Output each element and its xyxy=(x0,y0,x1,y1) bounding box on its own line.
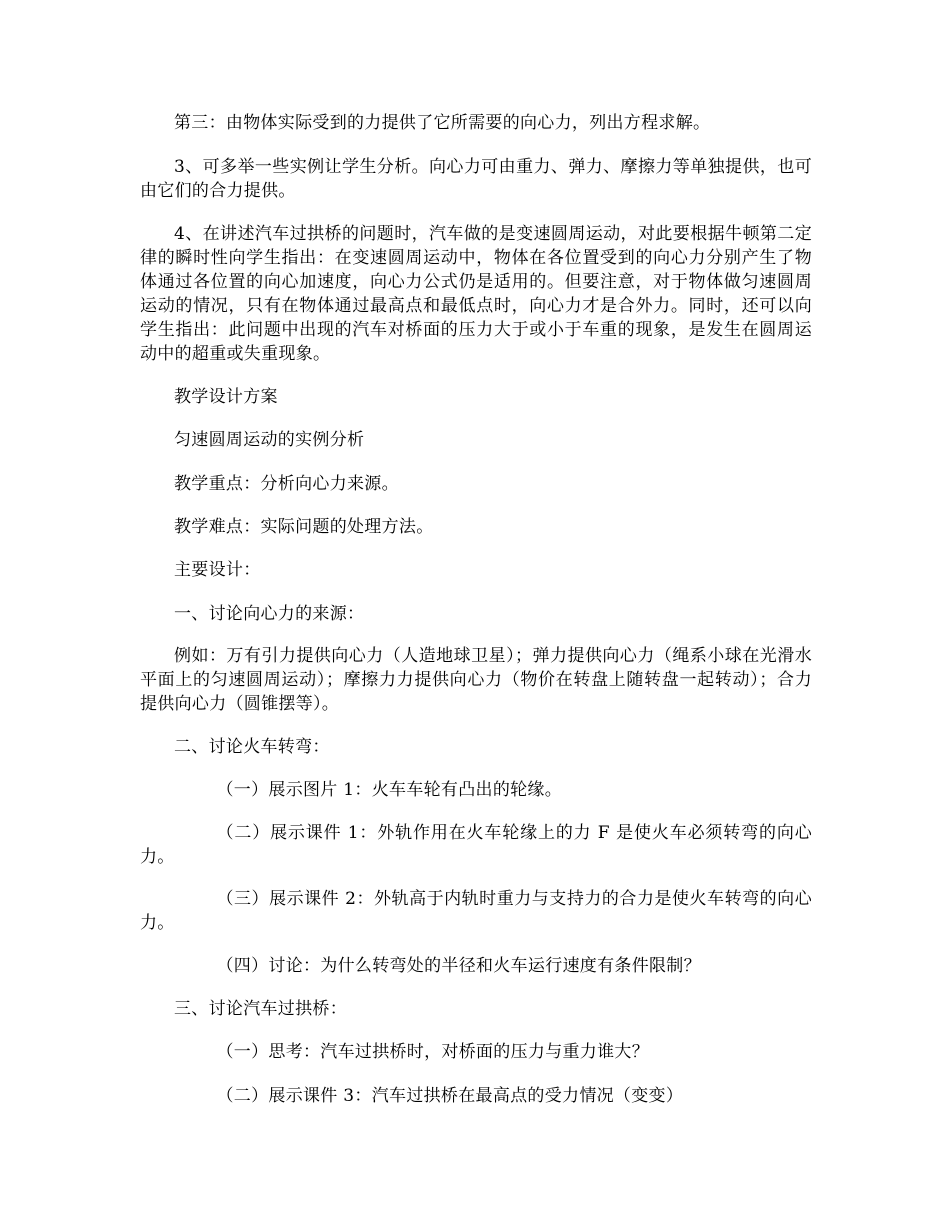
item-show-courseware-3: （二）展示课件 3：汽车过拱桥在最高点的受力情况（变变） xyxy=(216,1086,684,1106)
paragraph-main-design: 主要设计： xyxy=(174,560,261,580)
item-think-pressure-vs-gravity: （一）思考：汽车过拱桥时，对桥面的压力与重力谁大？ xyxy=(216,1042,649,1062)
paragraph-teaching-difficulty: 教学难点：实际问题的处理方法。 xyxy=(174,517,434,537)
paragraph-examples: 例如：万有引力提供向心力（人造地球卫星）；弹力提供向心力（绳系小球在光滑水平面上的匀速圆周运动）；摩擦力力提供向心力（物价在转盘上随转盘一起转动）；合力提供向心力（圆锥摆等）。 xyxy=(140,646,812,714)
paragraph-point-3: 3、可多举一些实例让学生分析。向心力可由重力、弹力、摩擦力等单独提供，也可由它们的合力提供。 xyxy=(140,157,812,201)
item-show-picture-1: （一）展示图片 1：火车车轮有凸出的轮缘。 xyxy=(216,780,563,800)
paragraph-teaching-focus: 教学重点：分析向心力来源。 xyxy=(174,474,399,494)
paragraph-step-three: 第三：由物体实际受到的力提供了它所需要的向心力，列出方程求解。 xyxy=(174,113,711,133)
item-show-courseware-1: （二）展示课件 1：外轨作用在火车轮缘上的力 F 是使火车必须转弯的向心力。 xyxy=(140,823,812,867)
heading-discuss-centripetal-source: 一、讨论向心力的来源： xyxy=(174,604,365,624)
paragraph-point-4: 4、在讲述汽车过拱桥的问题时，汽车做的是变速圆周运动，对此要根据牛顿第二定律的瞬时性向学生指出：在变速圆周运动中，物体在各位置受到的向心力分别产生了物体通过各位置的向心加速度，向心力公式仍是适用的。但要注意，对于物体做匀速圆周运动的情况，只有在物体通过最高点和最低点时，向心力才是合外力。同时，还可以向学生指出：此问题中出现的汽车对桥面的压力大于或小于车重的现象，是发生在圆周运动中的超重或失重现象。 xyxy=(140,224,812,364)
item-discussion-radius-speed: （四）讨论：为什么转弯处的半径和火车运行速度有条件限制？ xyxy=(216,956,701,976)
item-show-courseware-2: （三）展示课件 2：外轨高于内轨时重力与支持力的合力是使火车转弯的向心力。 xyxy=(140,889,812,933)
heading-discuss-car-arch-bridge: 三、讨论汽车过拱桥： xyxy=(174,999,347,1019)
section-subheading-example-analysis: 匀速圆周运动的实例分析 xyxy=(174,430,365,450)
section-heading-design-plan: 教学设计方案 xyxy=(174,387,278,407)
heading-discuss-train-turning: 二、讨论火车转弯： xyxy=(174,737,330,757)
